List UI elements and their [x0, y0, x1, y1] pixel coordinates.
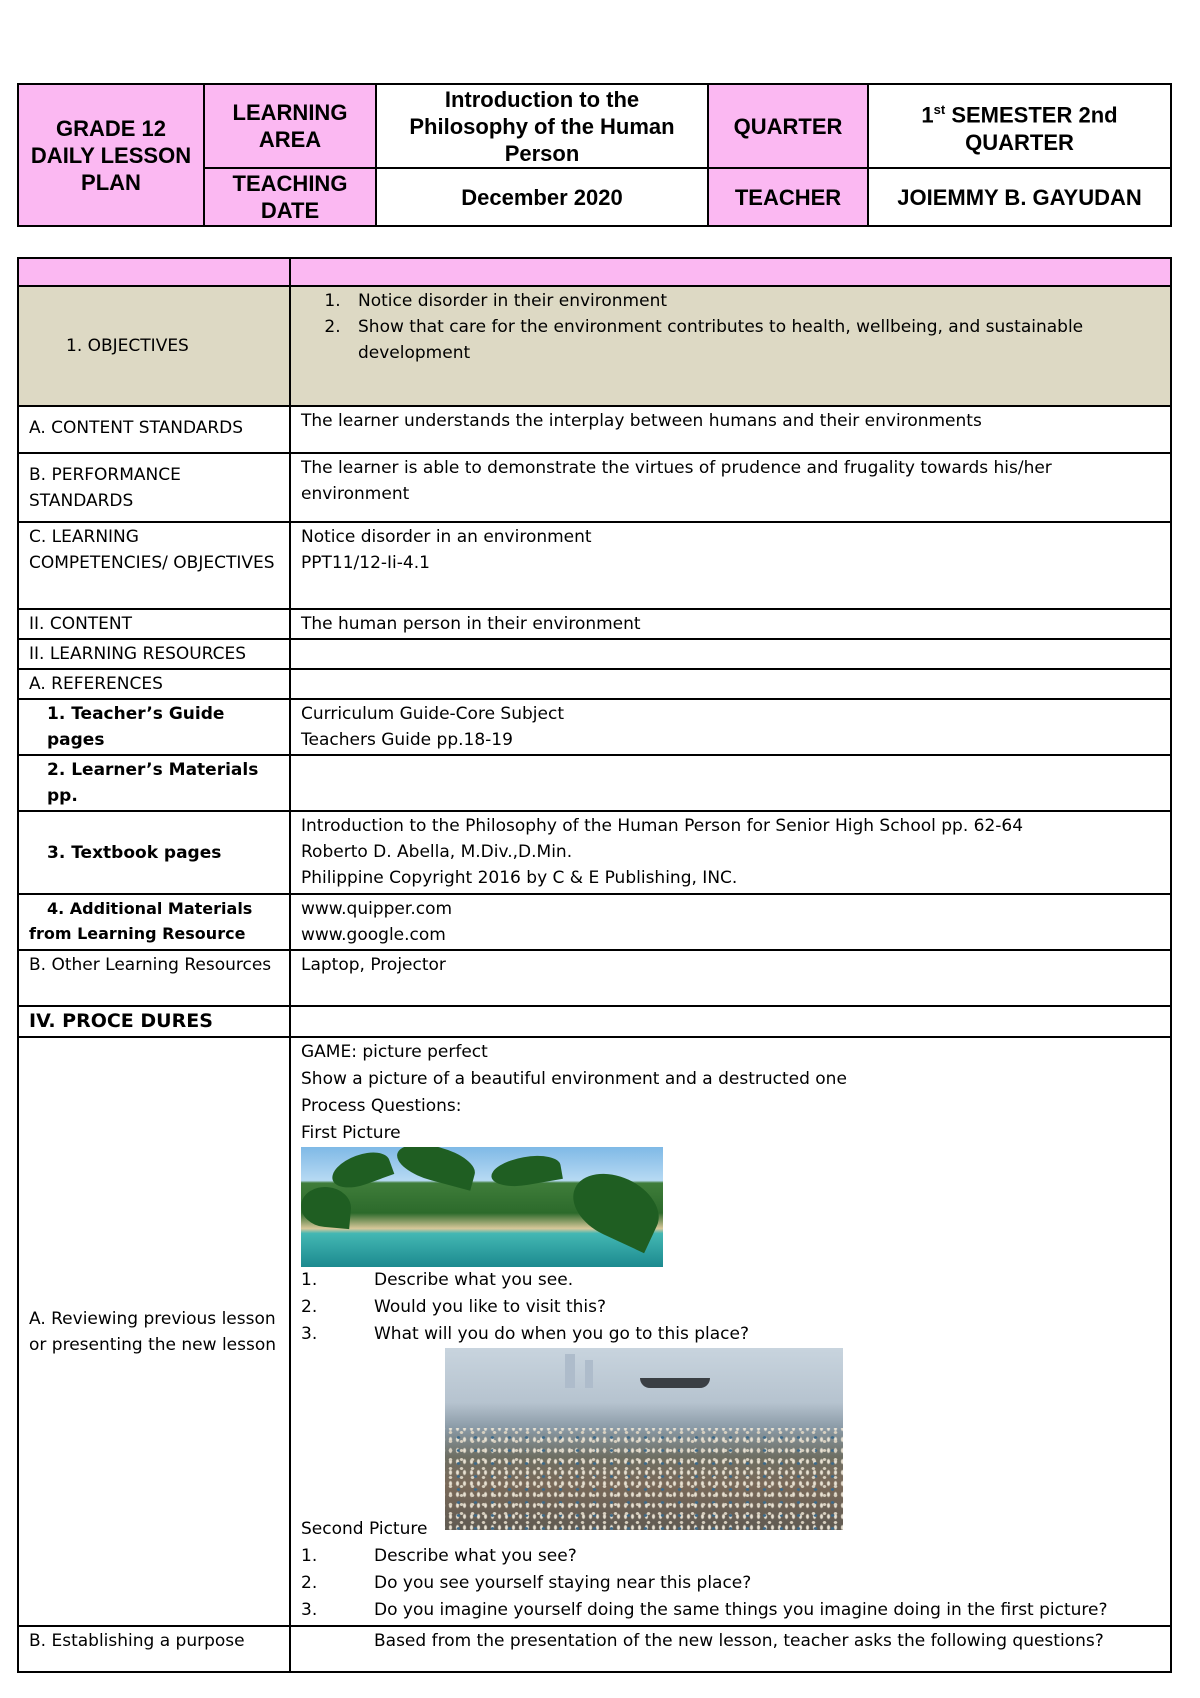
purpose-value: Based from the presentation of the new lesson, teacher asks the following questions? [290, 1626, 1171, 1672]
teaching-date-value: December 2020 [376, 168, 708, 226]
lesson-header-table [17, 83, 1172, 227]
question-item: 1. Describe what you see? [301, 1546, 577, 1566]
textbook-line: Philippine Copyright 2016 by C & E Publishing, INC. [301, 868, 738, 888]
textbook-line: Introduction to the Philosophy of the Human Person for Senior High School pp. 62-64 [301, 816, 1024, 836]
additional-materials-label: 4. Additional Materials [47, 899, 253, 918]
objectives-list [301, 288, 1160, 366]
first-picture-heading: First Picture [301, 1123, 401, 1143]
learning-resources-label: II. LEARNING RESOURCES [18, 639, 290, 669]
teachers-guide-line: Curriculum Guide-Core Subject [301, 704, 564, 724]
competencies-label: C. LEARNING COMPETENCIES/ OBJECTIVES [18, 522, 290, 609]
quipper-link[interactable]: www.quipper.com [301, 899, 453, 919]
grade-cell: GRADE 12 DAILY LESSON PLAN [18, 84, 204, 226]
procedures-label: IV. PROCE DURES [18, 1006, 290, 1037]
additional-materials-label: from Learning Resource [29, 924, 246, 943]
competency-text: Notice disorder in an environment [301, 527, 592, 547]
polluted-shore-photo [445, 1348, 843, 1530]
performance-standards-value: The learner is able to demonstrate the virtues of prudence and frugality towards his/her environment [290, 453, 1171, 522]
textbook-line: Roberto D. Abella, M.Div.,D.Min. [301, 842, 573, 862]
teachers-guide-label: 1. Teacher’s Guide pages [18, 699, 290, 755]
game-description: Show a picture of a beautiful environment and a destructed one [301, 1069, 847, 1089]
objective-item: 1. Notice disorder in their environment [346, 288, 1160, 314]
purpose-label: B. Establishing a purpose [18, 1626, 290, 1672]
textbook-label: 3. Textbook pages [18, 811, 290, 894]
learning-area-value: Introduction to the Philosophy of the Human Person [376, 84, 708, 168]
lesson-plan-table [17, 257, 1172, 1673]
beach-photo [301, 1147, 663, 1267]
question-item: 2. Would you like to visit this? [301, 1297, 607, 1317]
google-link[interactable]: www.google.com [301, 925, 446, 945]
objectives-label: 1. OBJECTIVES [18, 286, 290, 406]
question-item: 1. Describe what you see. [301, 1270, 574, 1290]
objective-item: 2. Show that care for the environment contributes to health, wellbeing, and sustainable development [346, 314, 1160, 366]
game-title: GAME: picture perfect [301, 1042, 488, 1062]
content-standards-value: The learner understands the interplay between humans and their environments [290, 406, 1171, 453]
quarter-label: QUARTER [708, 84, 868, 168]
competency-code: PPT11/12-Ii-4.1 [301, 553, 430, 573]
reviewing-label: A. Reviewing previous lesson or presenting the new lesson [18, 1037, 290, 1626]
pink-header-row [18, 258, 1171, 286]
teaching-date-label: TEACHING DATE [204, 168, 376, 226]
performance-standards-label: B. PERFORMANCE STANDARDS [18, 453, 290, 522]
quarter-value: 1st SEMESTER 2nd QUARTER [868, 84, 1171, 168]
process-questions-heading: Process Questions: [301, 1096, 462, 1116]
teacher-label: TEACHER [708, 168, 868, 226]
teachers-guide-line: Teachers Guide pp.18-19 [301, 730, 513, 750]
objectives-row [18, 286, 1171, 406]
content-value: The human person in their environment [290, 609, 1171, 639]
content-label: II. CONTENT [18, 609, 290, 639]
question-item: 3. Do you imagine yourself doing the same things you imagine doing in the first picture? [301, 1600, 1108, 1620]
second-picture-heading: Second Picture [301, 1519, 428, 1539]
question-item: 2. Do you see yourself staying near this place? [301, 1573, 752, 1593]
content-standards-label: A. CONTENT STANDARDS [18, 406, 290, 453]
question-item: 3. What will you do when you go to this place? [301, 1324, 749, 1344]
teacher-value: JOIEMMY B. GAYUDAN [868, 168, 1171, 226]
other-resources-value: Laptop, Projector [290, 950, 1171, 1006]
other-resources-label: B. Other Learning Resources [18, 950, 290, 1006]
references-label: A. REFERENCES [18, 669, 290, 699]
learners-materials-label: 2. Learner’s Materials pp. [18, 755, 290, 811]
learning-area-label: LEARNING AREA [204, 84, 376, 168]
